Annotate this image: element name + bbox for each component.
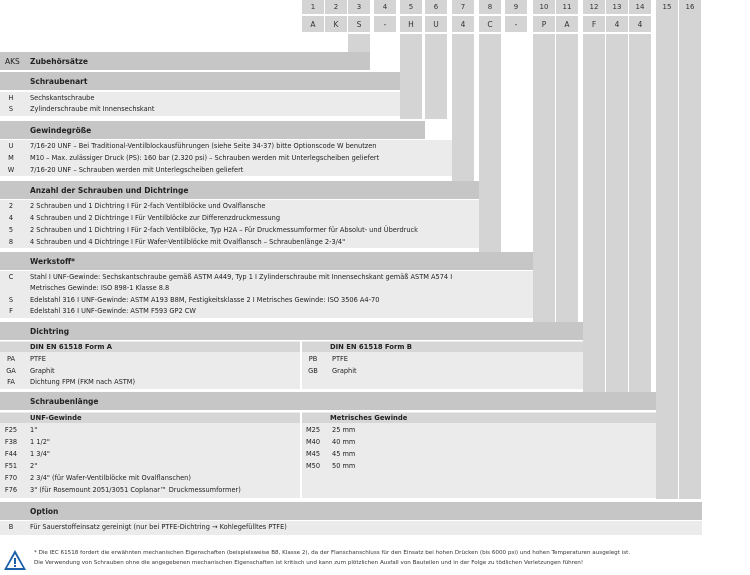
position-cell: 4 xyxy=(374,0,396,14)
option-code: S xyxy=(8,105,14,113)
option-code: H xyxy=(8,94,14,102)
position-cell: 6 xyxy=(425,0,447,14)
section-header-option xyxy=(0,502,702,520)
option-text: 40 mm xyxy=(332,438,356,446)
subheader-unf: UNF-Gewinde xyxy=(0,413,300,423)
position-cell: 8 xyxy=(479,0,501,14)
subheader-form-a: DIN EN 61518 Form A xyxy=(0,342,300,352)
section-header-anzahl xyxy=(0,181,479,199)
option-text: 3" (für Rosemount 2051/3051 Coplanar™ Druckmessumformer) xyxy=(30,486,241,494)
option-text: PTFE xyxy=(30,355,46,363)
position-cell: 16 xyxy=(679,0,701,14)
section-header-dichtring xyxy=(0,322,583,340)
position-cell: 9 xyxy=(505,0,527,14)
option-code: F xyxy=(9,307,13,315)
option-text: M10 – Max. zulässiger Druck (PS): 160 bar (2.320 psi) – Schrauben werden mit Unterlegscheiben geliefert xyxy=(30,154,380,162)
code-cell: 4 xyxy=(629,16,651,32)
option-code: 8 xyxy=(8,238,14,246)
option-text: Dichtung FPM (FKM nach ASTM) xyxy=(30,378,136,386)
connector-bar xyxy=(556,34,578,322)
option-code: PB xyxy=(308,355,318,363)
subheader-metric: Metrisches Gewinde xyxy=(302,413,656,423)
option-code: 2 xyxy=(8,202,14,210)
connector-bar xyxy=(452,34,474,182)
aks-code: AKS xyxy=(5,56,20,66)
code-cell: - xyxy=(505,16,527,32)
section-title: Schraubenart xyxy=(30,76,88,86)
position-cell: 10 xyxy=(533,0,555,14)
position-cell: 14 xyxy=(629,0,651,14)
option-code: GA xyxy=(6,367,16,375)
code-cell: S xyxy=(348,16,370,32)
option-code: F70 xyxy=(4,474,18,482)
section-header-schraubenart xyxy=(0,72,400,90)
option-text: Stahl I UNF-Gewinde: Sechskantschraube gemäß ASTM A449, Typ 1 I Zylinderschraube mit Innensechskant gemäß ASTM A574 I xyxy=(30,273,453,281)
option-code: 4 xyxy=(8,214,14,222)
position-cell: 3 xyxy=(348,0,370,14)
option-text: Graphit xyxy=(30,367,55,375)
aks-title: Zubehörsätze xyxy=(30,56,88,66)
option-text: 1 1/2" xyxy=(30,438,50,446)
option-code: M40 xyxy=(305,438,321,446)
option-code: F51 xyxy=(4,462,18,470)
position-cell: 12 xyxy=(583,0,605,14)
option-code: PA xyxy=(6,355,16,363)
section-header-werkstoff xyxy=(0,252,533,270)
code-cell: A xyxy=(556,16,578,32)
option-text: 25 mm xyxy=(332,426,356,434)
position-cell: 15 xyxy=(656,0,678,14)
section-title: Gewindegröße xyxy=(30,125,92,135)
code-cell: U xyxy=(425,16,447,32)
option-text: 1" xyxy=(30,426,38,434)
code-cell: K xyxy=(325,16,347,32)
option-code: M45 xyxy=(305,450,321,458)
position-cell: 2 xyxy=(325,0,347,14)
connector-bar xyxy=(656,14,678,499)
option-code: F25 xyxy=(4,426,18,434)
code-cell: 4 xyxy=(606,16,628,32)
code-cell: - xyxy=(374,16,396,32)
option-text: 1 3/4" xyxy=(30,450,50,458)
code-cell: A xyxy=(302,16,324,32)
option-text: 2" xyxy=(30,462,38,470)
option-text: 50 mm xyxy=(332,462,356,470)
connector-bar xyxy=(679,14,701,499)
position-cell: 5 xyxy=(400,0,422,14)
option-code: M25 xyxy=(305,426,321,434)
option-text: Edelstahl 316 I UNF-Gewinde: ASTM F593 GP2 CW xyxy=(30,307,196,315)
connector-bar xyxy=(629,34,651,392)
position-cell: 7 xyxy=(452,0,474,14)
code-cell: C xyxy=(479,16,501,32)
option-code: GB xyxy=(308,367,318,375)
section-title: Option xyxy=(30,506,59,516)
option-code: M50 xyxy=(305,462,321,470)
option-code: 5 xyxy=(8,226,14,234)
option-text: Metrisches Gewinde: ISO 898-1 Klasse 8.8 xyxy=(30,284,170,292)
option-text: PTFE xyxy=(332,355,348,363)
footnote-line: * Die IEC 61518 fordert die erwähnten mechanischen Eigenschaften (beispielsweise B8, Klasse 2), da der Flanschanschluss für den Einsatz bei hohen Drücken (bis 6000 psi) und hohen Temperaturen ausgelegt ist. xyxy=(34,550,631,556)
option-text: 2 Schrauben und 1 Dichtring I Für 2-fach Ventilblöcke und Ovalflansche xyxy=(30,202,266,210)
option-code: W xyxy=(7,166,15,174)
option-code: S xyxy=(8,296,14,304)
position-cell: 1 xyxy=(302,0,324,14)
column-divider xyxy=(300,341,302,389)
section-title: Schraubenlänge xyxy=(30,396,99,406)
connector-bar xyxy=(400,34,422,119)
position-cell: 11 xyxy=(556,0,578,14)
section-header-gewinde xyxy=(0,121,425,139)
option-text: 2 Schrauben und 1 Dichtring I Für 2-fach Ventilblöcke, Typ H2A – Für Druckmessumformer für Absolut- und Überdruck xyxy=(30,226,418,234)
option-text: Sechskantschraube xyxy=(30,94,95,102)
option-code: F44 xyxy=(4,450,18,458)
option-code: B xyxy=(8,523,14,531)
option-text: 7/16-20 UNF – Schrauben werden mit Unterlegscheiben geliefert xyxy=(30,166,244,174)
option-code: M xyxy=(8,154,14,162)
code-cell: 4 xyxy=(452,16,474,32)
option-text: Für Sauerstoffeinsatz gereinigt (nur bei PTFE-Dichtring → Kohlegefülltes PTFE) xyxy=(30,523,287,531)
option-text: 45 mm xyxy=(332,450,356,458)
option-text: Graphit xyxy=(332,367,357,375)
connector-bar xyxy=(425,34,447,119)
option-text: Edelstahl 316 I UNF-Gewinde: ASTM A193 B8M, Festigkeitsklasse 2 I Metrisches Gewinde: ISO 3506 A4-70 xyxy=(30,296,380,304)
option-code: FA xyxy=(7,378,15,386)
warning-triangle-icon xyxy=(3,549,27,571)
footnote-line: Die Verwendung von Schrauben ohne die angegebenen mechanischen Eigenschaften ist kritisch und kann zum plötzlichen Ausfall von Bauteilen und in der Folge zu tödlichen Verletzungen führen! xyxy=(34,560,584,566)
option-text: 2 3/4" (für Wafer-Ventilblöcke mit Ovalflanschen) xyxy=(30,474,191,482)
subheader-form-b: DIN EN 61518 Form B xyxy=(302,342,583,352)
section-header-schraubenlaenge xyxy=(0,392,656,410)
option-text: 7/16-20 UNF – Bei Traditional-Ventilblockausführungen (siehe Seite 34-37) bitte Optionscode W benutzen xyxy=(30,142,377,150)
section-title: Anzahl der Schrauben und Dichtringe xyxy=(30,185,189,195)
code-cell: P xyxy=(533,16,555,32)
option-code: F38 xyxy=(4,438,18,446)
position-cell: 13 xyxy=(606,0,628,14)
option-code: U xyxy=(8,142,14,150)
section-header-aks xyxy=(0,52,370,70)
connector-bar xyxy=(533,34,555,322)
code-cell: F xyxy=(583,16,605,32)
option-text: 4 Schrauben und 4 Dichtringe I Für Wafer-Ventilblöcke mit Ovalflansch – Schraubenlänge 2-3/4" xyxy=(30,238,346,246)
option-text: 4 Schrauben und 2 Dichtringe I Für Ventilblöcke zur Differenzdruckmessung xyxy=(30,214,281,222)
option-text: Zylinderschraube mit Innensechskant xyxy=(30,105,155,113)
code-cell: H xyxy=(400,16,422,32)
connector-bar xyxy=(606,34,628,392)
section-title: Werkstoff* xyxy=(30,256,75,266)
connector-bar xyxy=(479,34,501,254)
footnote xyxy=(34,548,630,568)
option-code: C xyxy=(8,273,14,281)
section-title: Dichtring xyxy=(30,326,70,336)
option-code: F76 xyxy=(4,486,18,494)
connector-bar xyxy=(583,34,605,392)
